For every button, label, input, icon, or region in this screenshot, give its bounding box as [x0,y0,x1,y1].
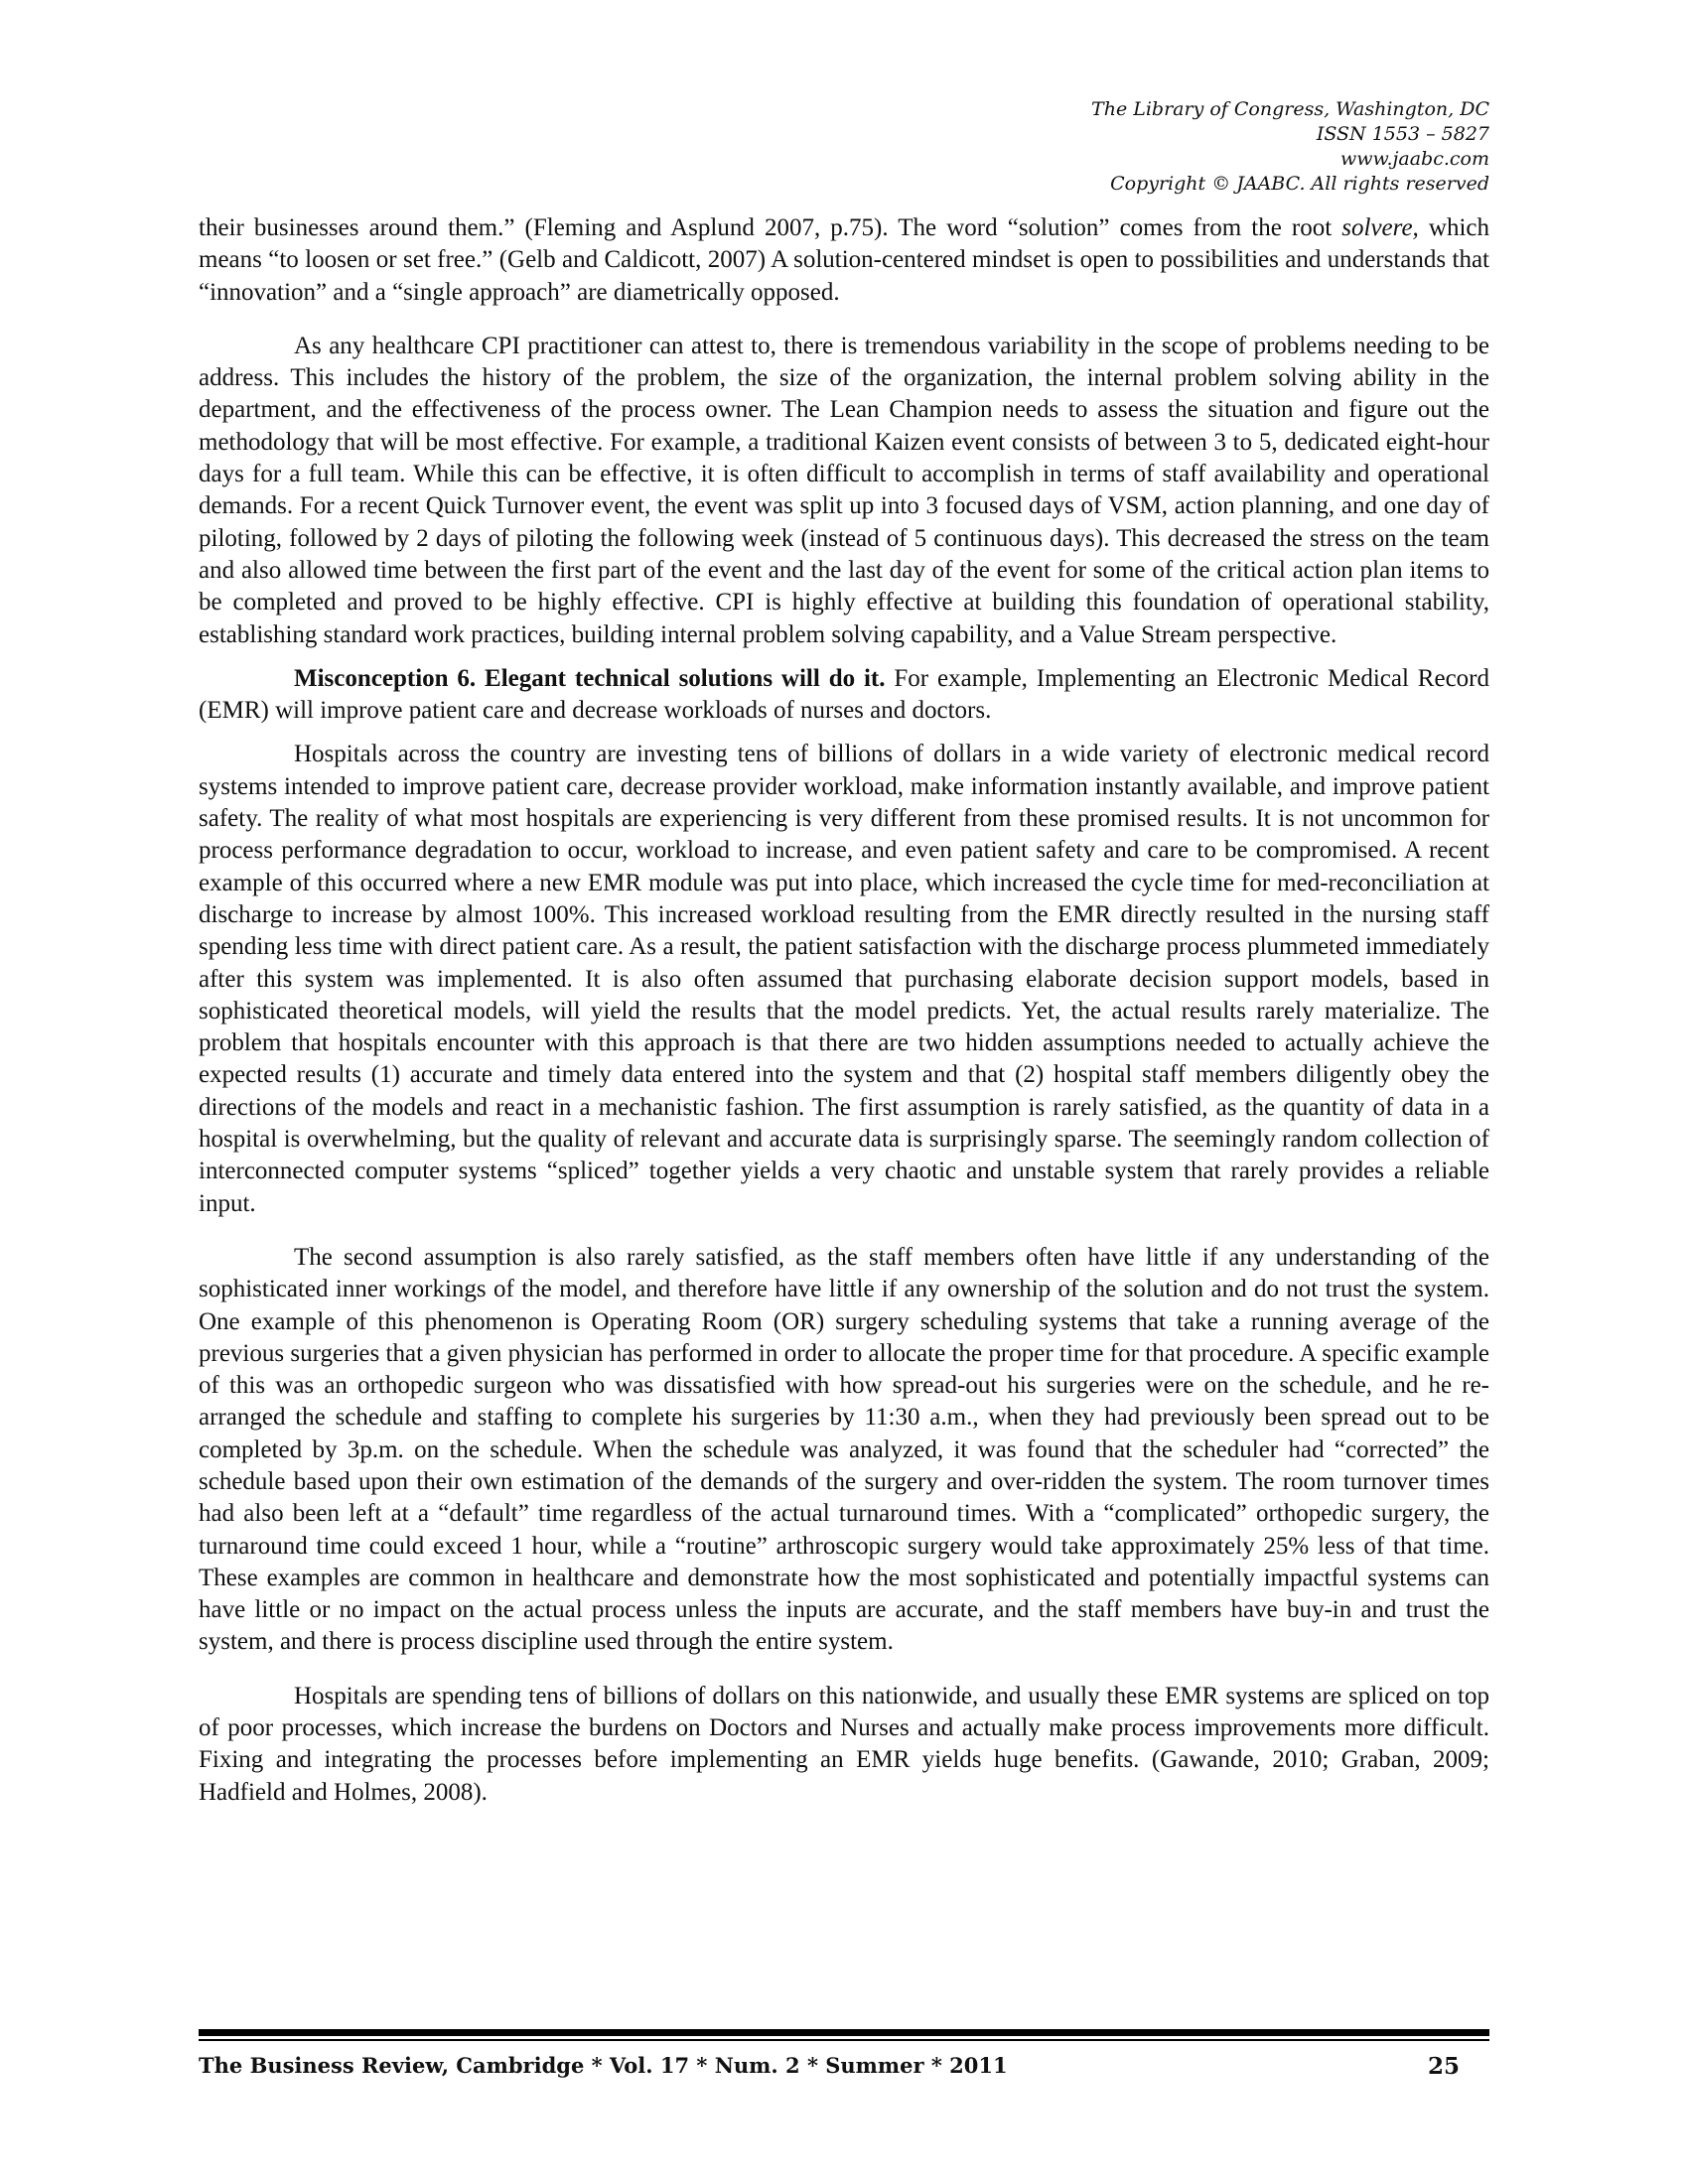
footer-rule-thin [199,2039,1489,2041]
paragraph-4: Hospitals across the country are investing tens of billions of dollars in a wide variety of electronic medical record systems intended to improve patient care, decrease provider workload, make information instantly available, and improve patient safety. The reality of what most hospitals are experiencing is very different from these promised results. It is not uncommon for process performance degradation to occur, workload to increase, and even patient safety and care to be compromised. A recent example of this occurred where a new EMR module was put into place, which increased the cycle time for med-reconciliation at discharge to increase by almost 100%. This increased workload resulting from the EMR directly resulted in the nursing staff spending less time with direct patient care. As a result, the patient satisfaction with the discharge process plummeted immediately after this system was implemented. It is also often assumed that purchasing elaborate decision support models, based in sophisticated theoretical models, will yield the results that the model predicts. Yet, the actual results rarely materialize. The problem that hospitals encounter with this approach is that there are two hidden assumptions needed to actually achieve the expected results (1) accurate and timely data entered into the system and that (2) hospital staff members diligently obey the directions of the models and react in a mechanistic fashion. The first assumption is rarely satisfied, as the quantity of data in a hospital is overwhelming, but the quality of relevant and accurate data is surprisingly sparse. The seemingly random collection of interconnected computer systems “spliced” together yields a very chaotic and unstable system that rarely provides a reliable input. [199,741,1489,1217]
paragraph-1-text-a: their businesses around them.” (Fleming and Asplund 2007, p.75). The word “solution” comes from the root [199,214,1342,241]
header-copyright-line: Copyright © JAABC. All rights reserved [1110,173,1489,195]
header-library-line: The Library of Congress, Washington, DC [1091,98,1489,120]
paragraph-3-text: For example, Implementing an Electronic Medical Record (EMR) will improve patient care and decrease workloads of nurses and doctors. [199,664,1489,725]
paragraph-5: The second assumption is also rarely satisfied, as the staff members often have little if any understanding of the sophisticated inner workings of the model, and therefore have little if any ownership of the solution and do not trust the system. One example of this phenomenon is Operating Room (OR) surgery scheduling systems that take a running average of the previous surgeries that a given physician has performed in order to allocate the proper time for that procedure. A specific example of this was an orthopedic surgeon who was dissatisfied with how spread-out his surgeries were on the schedule, and he re-arranged the schedule and staffing to complete his surgeries by 11:30 a.m., when they had previously been spread out to be completed by 3p.m. on the schedule. When the schedule was analyzed, it was found that the scheduler had “corrected” the schedule based upon their own estimation of the demands of the surgery and over-ridden the system. The room turnover times had also been left at a “default” time regardless of the actual turnaround times. With a “complicated” orthopedic surgery, the turnaround time could exceed 1 hour, while a “routine” arthroscopic surgery would take approximately 25% less of that time. These examples are common in healthcare and demonstrate how the most sophisticated and potentially impactful systems can have little or no impact on the actual process unless the inputs are accurate, and the staff members have buy-in and trust the system, and there is process discipline used through the entire system. [199,1243,1489,1656]
footer-rule-thick [199,2029,1489,2036]
footer-page-number: 25 [1427,2053,1460,2080]
header-website-line: www.jaabc.com [1339,148,1489,170]
page-header [794,97,1489,197]
misconception-heading: Misconception 6. Elegant technical solutions will do it. [294,664,886,692]
paragraph-6: Hospitals are spending tens of billions of dollars on this nationwide, and usually these EMR systems are spliced on top of poor processes, which increase the burdens on Doctors and Nurses and actually make process improvements more difficult. Fixing and integrating the processes before implementing an EMR yields huge benefits. (Gawande, 2010; Graban, 2009; Hadfield and Holmes, 2008). [199,1682,1489,1806]
header-issn-line: ISSN 1553 – 5827 [1316,123,1489,145]
footer-journal-citation: The Business Review, Cambridge * Vol. 17 * Num. 2 * Summer * 2011 [199,2053,1008,2078]
paragraph-3 [199,663,1489,728]
paragraph-1 [199,212,1489,309]
paragraph-2: As any healthcare CPI practitioner can attest to, there is tremendous variability in the scope of problems needing to be address. This includes the history of the problem, the size of the organization, the internal problem solving ability in the department, and the effectiveness of the process owner. The Lean Champion needs to assess the situation and figure out the methodology that will be most effective. For example, a traditional Kaizen event consists of between 3 to 5, dedicated eight-hour days for a full team. While this can be effective, it is often difficult to accomplish in terms of staff availability and operational demands. For a recent Quick Turnover event, the event was split up into 3 focused days of VSM, action planning, and one day of piloting, followed by 2 days of piloting the following week (instead of 5 continuous days). This decreased the stress on the team and also allowed time between the first part of the event and the last day of the event for some of the critical action plan items to be completed and proved to be highly effective. CPI is highly effective at building this foundation of operational stability, establishing standard work practices, building internal problem solving capability, and a Value Stream perspective. [199,332,1489,648]
paragraph-1-italic-term: solvere, [1341,214,1419,241]
paragraph-1-text-b: which means “to loosen or set free.” (Gelb and Caldicott, 2007) A solution-centered mindset is open to possibilities and understands that “innovation” and a “single approach” are diametrically opposed. [199,214,1489,306]
article-body [199,212,1489,1809]
